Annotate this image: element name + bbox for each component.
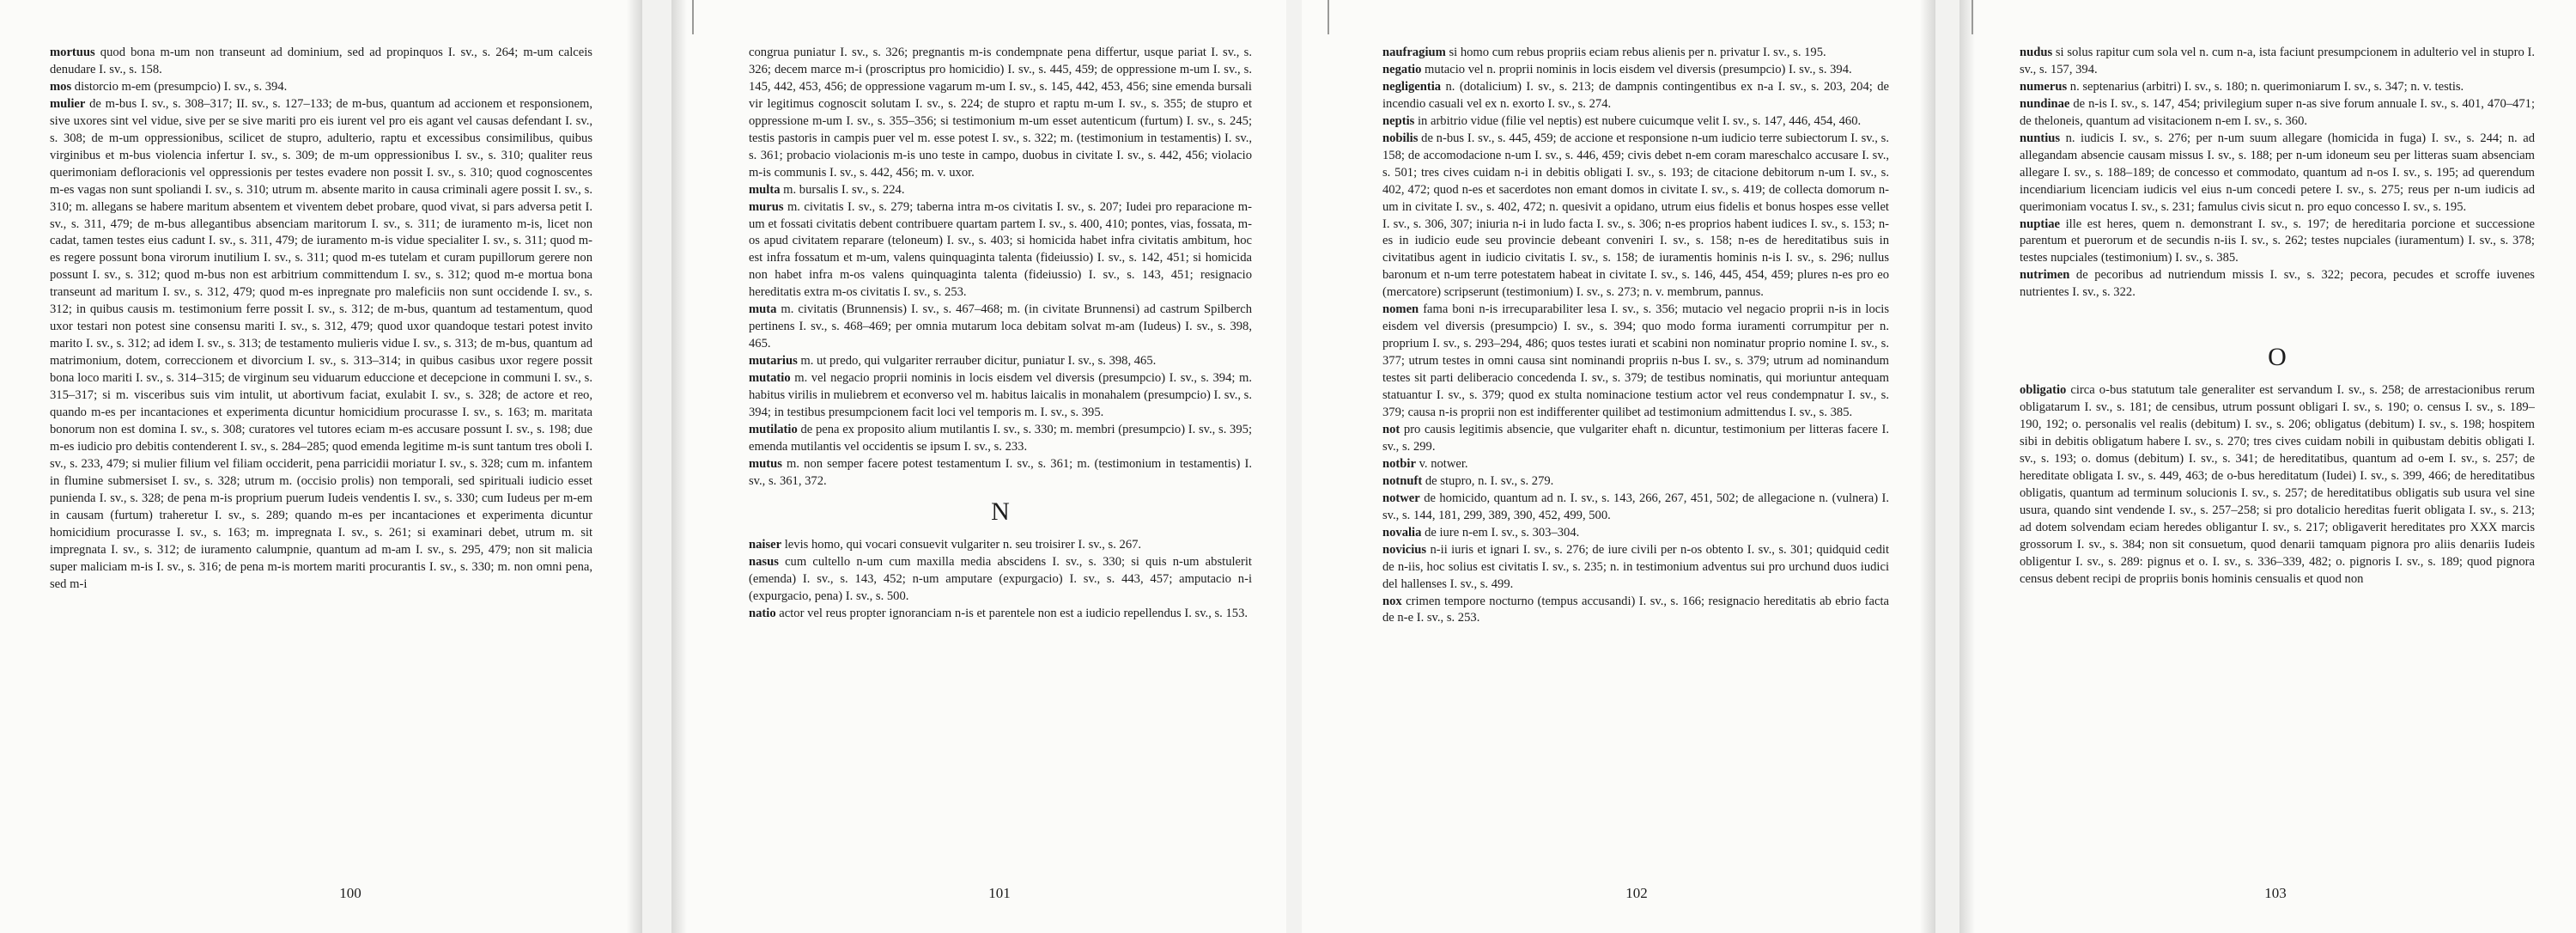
- index-entry-text: de m-bus I. sv., s. 308–317; II. sv., s. 127–133; de m-bus, quantum ad accionem et responsionem, sive uxores sint vel vidue, sive per se sive mariti pro eis iurent vel pro eis agant vel causas defendant I. sv., s. 308; de m-um oppressionibus, scilicet de stupro, adulterio, raptu et excessibus consimilibus, quibus virginibus et m-bus violencia infertur I. sv., s. 309; de m-um oppressionibus I. sv., s. 310; qualiter reus querimoniam defloracionis vel oppressionis per testes evadere non possit I. sv., s. 310; quod cognoscentes m-es vagas non sunt spoliandi I. sv., s. 310; utrum m. absente marito in causa criminali agere possit I. sv., s. 310; m. allegans se habere maritum absentem et viventem debet probare, quod vivat, si pars adversa petit I. sv., s. 311, 479; de m-bus allegantibus absenciam maritorum I. sv., s. 311; de iuramento m-is, licet non cadat, tamen testes eius cadunt I. sv., s. 311, 479; de iuramento m-is vidue specialiter I. sv., s. 311; quod m-es regere possunt bona virorum inutilium I. sv., s. 311; quod m-es tutelam et curam pupillorum gerere non possunt I. sv., s. 312; quod m-bus non est arbitrium committendum I. sv., s. 312; quod m-e mortua bona transeunt ad maritum I. sv., s. 312, 479; quod m-es inpregnate pro maleficiis non sunt occidende I. sv., s. 312; in quibus causis m. testimonium ferre possit I. sv., s. 312; de m-bus, quantum ad testamentum, quod uxor testari non potest sine consensu mariti I. sv., s. 312, 479; quod uxor quandoque testari potest invito marito I. sv., s. 312; ad idem I. sv., s. 313; de testamento mulieris vidue I. sv., s. 313; de m-bus, quantum ad matrimonium, dotem, correccionem et divorcium I. sv., s. 313–314; in quibus casibus uxor regere possit bona loco mariti I. sv., s. 314–315; de virginum seu viduarum educcione et decepcione in communi I. sv., s. 315–317; si m. visceribus suis vim intulit, ut abortivum faciat, exulabit I. sv., s. 328; de actore et reo, quando m-es per incantaciones et experimenta dicuntur homicidium procurasse I. sv., s. 163; m. maritata bonorum non est domina I. sv., s. 308; curatores vel tutores eciam m-es accusare possunt I. sv., s. 198; due m-es iudicio pro debitis contenderent I. sv., s. 284–285; quod emenda legitime m-is sunt tantum tres oboli I. sv., s. 233, 479; si mulier filium vel filiam occiderit, pena parricidii moriatur I. sv., s. 328; cum m. infantem in flumine submersiset I. sv., s. 328; utrum m. (occisio prolis) non temporali, sed spirituali iudicio esset punienda I. sv., s. 328; de pena m-is proprium puerum Iudeis vendentis I. sv., s. 330; cum Iudeus per m-em in causam (furtum) traheretur I. sv., s. 289; quando m-es per incantaciones et experimenta dicuntur homicidium procurasse I. sv., s. 163; m. impregnata I. sv., s. 261; si examinari debet, utrum m. sit impregnata I. sv., s. 312; de iuramento calumpnie, quantum ad m-am I. sv., s. 295, 479; non sit malicia super maliciam m-is I. sv., s. 316; de pena m-is mortem mariti procurantis I. sv., s. 330; m. non omni pena, sed m-i: [50, 96, 592, 591]
- index-entry: [749, 199, 1252, 302]
- index-entry-text: quod bona m-um non transeunt ad dominium, sed ad propinquos I. sv., s. 264; m-um calceis denudare I. sv., s. 158.: [50, 46, 592, 76]
- index-entry-text: levis homo, qui vocari consuevit vulgariter n. seu troisirer I. sv., s. 267.: [781, 537, 1142, 552]
- index-headword: novalia: [1382, 525, 1422, 540]
- index-entry: [1382, 79, 1889, 113]
- index-entry: [749, 45, 1252, 182]
- index-entry: [2020, 131, 2535, 216]
- index-headword: nox: [1382, 594, 1402, 608]
- index-headword: nutrimen: [2020, 268, 2070, 283]
- index-entry: [2020, 382, 2535, 588]
- index-entry-text: pro causis legitimis absencie, que vulgariter ehaft n. dicuntur, testimonium per litteras facere I. sv., s. 299.: [1382, 422, 1889, 454]
- index-headword: nasus: [749, 554, 779, 569]
- index-entry: [50, 96, 592, 594]
- index-headword: nuptiae: [2020, 216, 2061, 231]
- index-headword: notbir: [1382, 456, 1416, 471]
- index-headword: neptis: [1382, 113, 1415, 128]
- page-number: 100: [339, 885, 361, 901]
- index-entry: [1382, 302, 1889, 422]
- page-101: [671, 0, 1286, 933]
- index-entry: [749, 606, 1252, 623]
- index-headword: nuntius: [2020, 131, 2061, 145]
- index-headword: mutarius: [749, 354, 798, 369]
- index-entry-text: de iure n-em I. sv., s. 303–304.: [1421, 525, 1580, 540]
- index-entry-text: m. civitatis I. sv., s. 279; taberna intra m-os civitatis I. sv., s. 207; Iudei pro reparacione m-um et fossati civitatis debent contribuere quartam partem I. sv., s. 400, 410; pontes, vias, fossata, m-os apud civitatem reparare (teloneum) I. sv., s. 403; si homicida habet infra civitatis ambitum, hoc est infra fossatum et m-um, valens quinquaginta talenta (fideiussio) I. sv., s. 142, 451; si homicida non habet infra m-os valens quinquaginta talenta (fideiussio) I. sv., s. 143, 451; resignacio hereditatis extra m-os civitatis I. sv., s. 253.: [749, 199, 1252, 300]
- index-entry-text: n. septenarius (arbitri) I. sv., s. 180; n. querimoniarum I. sv., s. 347; n. v. testis.: [2067, 79, 2464, 94]
- page-text-column: [2020, 45, 2535, 873]
- index-entry-text: m. vel negacio proprii nominis in locis eisdem vel diversis (presumpcio) I. sv., s. 394; m. habitus virilis in muliebrem et econverso vel m. habitus laicalis in monahalem (presumpcio) I. sv., s. 394; in testibus presumpcionem facit loci vel temporis m. I. sv., s. 395.: [749, 371, 1252, 420]
- index-headword: mutus: [749, 456, 782, 471]
- section-spacer: [2020, 302, 2535, 336]
- index-entry: [749, 302, 1252, 353]
- page-gutter: [1959, 0, 1975, 933]
- page-102: [1302, 0, 1935, 933]
- page-edge-mark: [692, 0, 694, 34]
- index-headword: multa: [749, 182, 781, 197]
- index-headword: mos: [50, 79, 72, 94]
- index-headword: negligentia: [1382, 79, 1442, 94]
- page-gutter: [671, 0, 687, 933]
- index-entry-text: de pecoribus ad nutriendum missis I. sv., s. 322; pecora, pecudes et scroffe iuvenes nutrientes I. sv., s. 322.: [2020, 268, 2535, 300]
- index-entry: [1382, 491, 1889, 525]
- index-entry-text: de n-bus I. sv., s. 445, 459; de accione et responsione n-um iudicio terre subiectorum I. sv., s. 158; de accomodacione n-um I. sv., s. 446, 459; civis debet n-em coram mareschalco accusare I. sv., s. 501; tres cives cuidam n-i in debitis obligati I. sv., s. 193; de citacione debitorum n-um I. sv., s. 402, 472; quod n-es et sacerdotes non emant domos in civitate I. sv., s. 419; de collecta domorum n-um in civitate I. sv., s. 402, 472; n. quesivit a opidano, utrum eius fidelis et bonus hospes esse vellet I. sv., s. 306, 307; iniuria n-i in ludo facta I. sv., s. 306; n-es proprios habent iudices I. sv., s. 153; n-es in iudicio eude seu provincie debeant conveniri I. sv., s. 158; n-es de hereditatibus suis in civitatibus agent in iudicio civitatis I. sv., s. 158; de iuramentis hominis n-is I. sv., s. 296; nullus baronum et n-um terre potestatem habeat in civitate I. sv., s. 146, 445, 454, 459; plures n-es pro eo (mercatore) scripserunt (testimonium) I. sv., s. 273; n. v. membrum, pannus.: [1382, 131, 1889, 300]
- page-100: [0, 0, 642, 933]
- index-entry-text: de homicido, quantum ad n. I. sv., s. 143, 266, 267, 451, 502; de allegacione n. (vulnera) I. sv., s. 144, 181, 299, 389, 390, 452, 499, 500.: [1382, 491, 1889, 522]
- page-text-column: [1382, 45, 1889, 873]
- page-text-column: [50, 45, 592, 873]
- index-entry: [50, 79, 592, 96]
- index-headword: nundinae: [2020, 96, 2070, 111]
- index-entry: [749, 456, 1252, 491]
- index-entry: [1382, 113, 1889, 131]
- index-entry-text: congrua puniatur I. sv., s. 326; pregnantis m-is condempnate pena differtur, usque pariat I. sv., s. 326; decem marce m-i (proscriptus pro homicidio) I. sv., s. 445, 459; de oppressione m-um I. sv., s. 145, 442, 453, 456; de oppressione vagarum m-um I. sv., s. 145, 442, 453, 456; sine emenda bursali vir legitimus cognoscit solutam I. sv., s. 224; de stupro et raptu m-um I. sv., s. 355; de stupro et oppressione m-um I. sv., s. 355–356; si testimonium m-um esset autenticum (furtum) I. sv., s. 245; testis pastoris in campis puer vel m. esse potest I. sv., s. 322; m. (testimonium in testamentis) I. sv., s. 361; probacio violacionis m-is uno teste in campo, duobus in civitate I. sv., s. 442, 456; violacio m-is communis I. sv., s. 442, 456; m. v. uxor.: [749, 46, 1252, 180]
- index-entry-text: cum cultello n-um cum maxilla media abscidens I. sv., s. 330; si quis n-um abstulerit (emenda) I. sv., s. 143, 452; n-um amputare (expurgacio) I. sv., s. 443, 457; amputacio n-i (expurgacio, pena) I. sv., s. 500.: [749, 554, 1252, 603]
- page-gutter: [627, 0, 642, 933]
- index-headword: naiser: [749, 537, 782, 552]
- index-entry-text: m. ut predo, qui vulgariter rerrauber dicitur, puniatur I. sv., s. 398, 465.: [797, 354, 1157, 369]
- page-number: 102: [1625, 885, 1648, 901]
- index-entry-text: ille est heres, quem n. demonstrant I. sv., s. 197; de hereditaria porcione et successione parentum et puerorum et de secundis n-iis I. sv., s. 262; testes nupciales (iuramentum) I. sv., s. 378; testes nupciales (testimonium) I. sv., s. 385.: [2020, 216, 2535, 265]
- index-entry: [2020, 216, 2535, 268]
- index-entry: [1382, 594, 1889, 628]
- index-headword: mutatio: [749, 371, 791, 386]
- index-entry-text: distorcio m-em (presumpcio) I. sv., s. 394.: [71, 79, 288, 94]
- page-edge-mark: [1327, 0, 1329, 34]
- index-entry: [1382, 62, 1889, 79]
- index-entry-text: de pena ex proposito alium mutilantis I. sv., s. 330; m. membri (presumpcio) I. sv., s. 395; emenda mutilantis vel occidentis se ipsum I. sv., s. 233.: [749, 422, 1252, 454]
- index-entry: [2020, 96, 2535, 131]
- index-entry: [1382, 131, 1889, 302]
- index-headword: not: [1382, 422, 1400, 436]
- index-headword: mortuus: [50, 46, 95, 59]
- index-entry: [749, 537, 1252, 554]
- index-entry-text: m. non semper facere potest testamentum I. sv., s. 361; m. (testimonium in testamentis) I. sv., s. 361, 372.: [749, 456, 1252, 488]
- index-entry-text: m. civitatis (Brunnensis) I. sv., s. 467–468; m. (in civitate Brunnensi) ad castrum Spilberch pertinens I. sv., s. 468–469; per omnia mutarum loca debitam solvat m-am (Iudeus) I. sv., s. 398, 465.: [749, 302, 1252, 351]
- index-headword: naufragium: [1382, 46, 1446, 59]
- index-entry: [749, 370, 1252, 422]
- index-headword: negatio: [1382, 62, 1422, 76]
- index-headword: novicius: [1382, 542, 1427, 557]
- index-entry-text: si solus rapitur cum sola vel n. cum n-a, ista faciunt presumpcionem in adulterio vel in stupro I. sv., s. 157, 394.: [2020, 46, 2535, 76]
- index-headword: mutilatio: [749, 422, 798, 436]
- index-headword: nudus: [2020, 46, 2053, 59]
- index-entry: [1382, 473, 1889, 491]
- index-entry: [2020, 79, 2535, 96]
- index-entry: [749, 353, 1252, 370]
- index-entry: [1382, 45, 1889, 62]
- index-entry-text: crimen tempore nocturno (tempus accusandi) I. sv., s. 166; resignacio hereditatis ab ebrio facta de n-e I. sv., s. 253.: [1382, 594, 1889, 625]
- index-headword: murus: [749, 199, 784, 214]
- index-entry-text: n. (dotalicium) I. sv., s. 213; de dampnis contingentibus ex n-a I. sv., s. 203, 204; de incendio casuali vel ex n. exorto I. sv., s. 274.: [1382, 79, 1889, 111]
- index-headword: muta: [749, 302, 777, 317]
- index-headword: notwer: [1382, 491, 1420, 505]
- index-entry-text: in arbitrio vidue (filie vel neptis) est nubere cuicumque velit I. sv., s. 147, 446, 454, 460.: [1414, 113, 1862, 128]
- index-headword: nobilis: [1382, 131, 1419, 145]
- index-entry: [749, 182, 1252, 199]
- index-headword: numerus: [2020, 79, 2068, 94]
- index-entry: [1382, 542, 1889, 594]
- section-letter-heading: O: [2268, 343, 2287, 372]
- index-entry: [749, 422, 1252, 456]
- index-entry: [2020, 45, 2535, 79]
- index-entry-text: de n-is I. sv., s. 147, 454; privilegium super n-as sive forum annuale I. sv., s. 401, 470–471; de theloneis, quantum ad visitacionem n-em I. sv., s. 360.: [2020, 96, 2535, 128]
- page-edge-mark: [1971, 0, 1973, 34]
- index-entry: [1382, 525, 1889, 542]
- index-entry-text: v. notwer.: [1415, 456, 1468, 471]
- index-entry-text: n. iudicis I. sv., s. 276; per n-um suum allegare (homicida in fuga) I. sv., s. 244; n. ad allegandam absencie causam missus I. sv., s. 188; per n-um idoneum seu per litteras suam absenciam allegare I. sv., s. 188–189; de concesso et commodato, quantum ad n-os I. sv., s. 195; ad querendum incendiarium licenciam iudicis vel eius n-um concedi petere I. sv., s. 275; reus per n-um iudicis ad querimoniam vocatus I. sv., s. 231; famulus civis sicut n. pro equo concesso I. sv., s. 195.: [2020, 131, 2535, 214]
- page-number: 103: [2264, 885, 2287, 901]
- index-entry: [1382, 456, 1889, 473]
- index-entry-text: circa o-bus statutum tale generaliter est servandum I. sv., s. 258; de arrestacionibus rerum obligatarum I. sv., s. 181; de censibus, utrum possunt obligari I. sv., s. 190; o. census I. sv., s. 189–190, 192; o. personalis vel realis (debitum) I. sv., s. 206; obligatus (debitum) I. sv., s. 198; hospitem sibi in debitis obligatum habere I. sv., s. 270; tres cives cuidam nobili in quibustam debitis obligati I. sv., s. 193; o. domus (debitum) I. sv., s. 341; de hereditatibus, quantum ad o-em I. sv., s. 257; de hereditate obligata I. sv., s. 449, 463; de o-bus hereditatum (Iudei) I. sv., s. 399, 466; de hereditatibus obligatis, quantum ad terminum solucionis I. sv., s. 257; de hereditatibus obligatis sub usura vel sine usura, quando sint vendende I. sv., s. 257–258; si pro dotalicio hereditas fuerit obligata I. sv., s. 213; ad dotem solvendam eciam heredes obligantur I. sv., s. 217; obligaverit hereditates pro XXX marcis grossorum I. sv., s. 384; non sit consuetum, quod denarii tamquam pignora pro aliis denariis Iudeis obligentur I. sv., s. 289: pignus et o. I. sv., s. 336–339, 482; o. pignoris I. sv., s. 189; quod pignora census debent recipi de propriis bonis hominis censualis et quod non: [2020, 383, 2535, 586]
- index-entry: [749, 554, 1252, 606]
- index-entry-text: mutacio vel n. proprii nominis in locis eisdem vel diversis (presumpcio) I. sv., s. 394.: [1421, 62, 1852, 76]
- section-letter-heading: N: [991, 497, 1010, 526]
- page-number: 101: [988, 885, 1011, 901]
- index-entry: [2020, 267, 2535, 302]
- index-entry: [50, 45, 592, 79]
- index-headword: natio: [749, 606, 776, 620]
- index-entry-text: m. bursalis I. sv., s. 224.: [780, 182, 905, 197]
- page-gutter: [1920, 0, 1935, 933]
- index-headword: mulier: [50, 96, 86, 111]
- index-entry-text: n-ii iuris et ignari I. sv., s. 276; de iure civili per n-os obtento I. sv., s. 301; quidquid cedit de n-iis, hoc solius est civitatis I. sv., s. 235; n. in testimonium adventus sui pro urchund duos iudici del hallenses I. sv., s. 499.: [1382, 542, 1889, 591]
- page-103: [1959, 0, 2576, 933]
- index-entry-text: fama boni n-is irrecuparabiliter lesa I. sv., s. 356; mutacio vel negacio proprii n-is in locis eisdem vel diversis (presumpcio) I. sv., s. 394; quo modo forma iuramenti corrumpitur per n. proprium I. sv., s. 293–294, 486; quos testes iurati et scabini non nominatur proprio nomine I. sv., s. 377; utrum testes in omni causa sint nominandi propriis n-bus I. sv., s. 379; utrum ad nominandum testes sit parti deliberacio concedenda I. sv., s. 379; de testibus nominatis, qui moriuntur antequam statuantur I. sv., s. 379; quod ex stulta nominacione testium actor vel reus condempnatur I. sv., s. 379; causa n-is proprii non est indifferenter quilibet ad testimonium admittendus I. sv., s. 385.: [1382, 302, 1889, 420]
- index-entry: [1382, 422, 1889, 456]
- index-headword: obligatio: [2020, 383, 2067, 398]
- page-text-column: [749, 45, 1252, 873]
- index-entry-text: actor vel reus propter ignoranciam n-is et parentele non est a iudicio repellendus I. sv., s. 153.: [775, 606, 1249, 620]
- index-headword: nomen: [1382, 302, 1419, 317]
- index-headword: notnuft: [1382, 473, 1423, 488]
- index-entry-text: si homo cum rebus propriis eciam rebus alienis per n. privatur I. sv., s. 195.: [1445, 46, 1826, 59]
- index-entry-text: de stupro, n. I. sv., s. 279.: [1422, 473, 1554, 488]
